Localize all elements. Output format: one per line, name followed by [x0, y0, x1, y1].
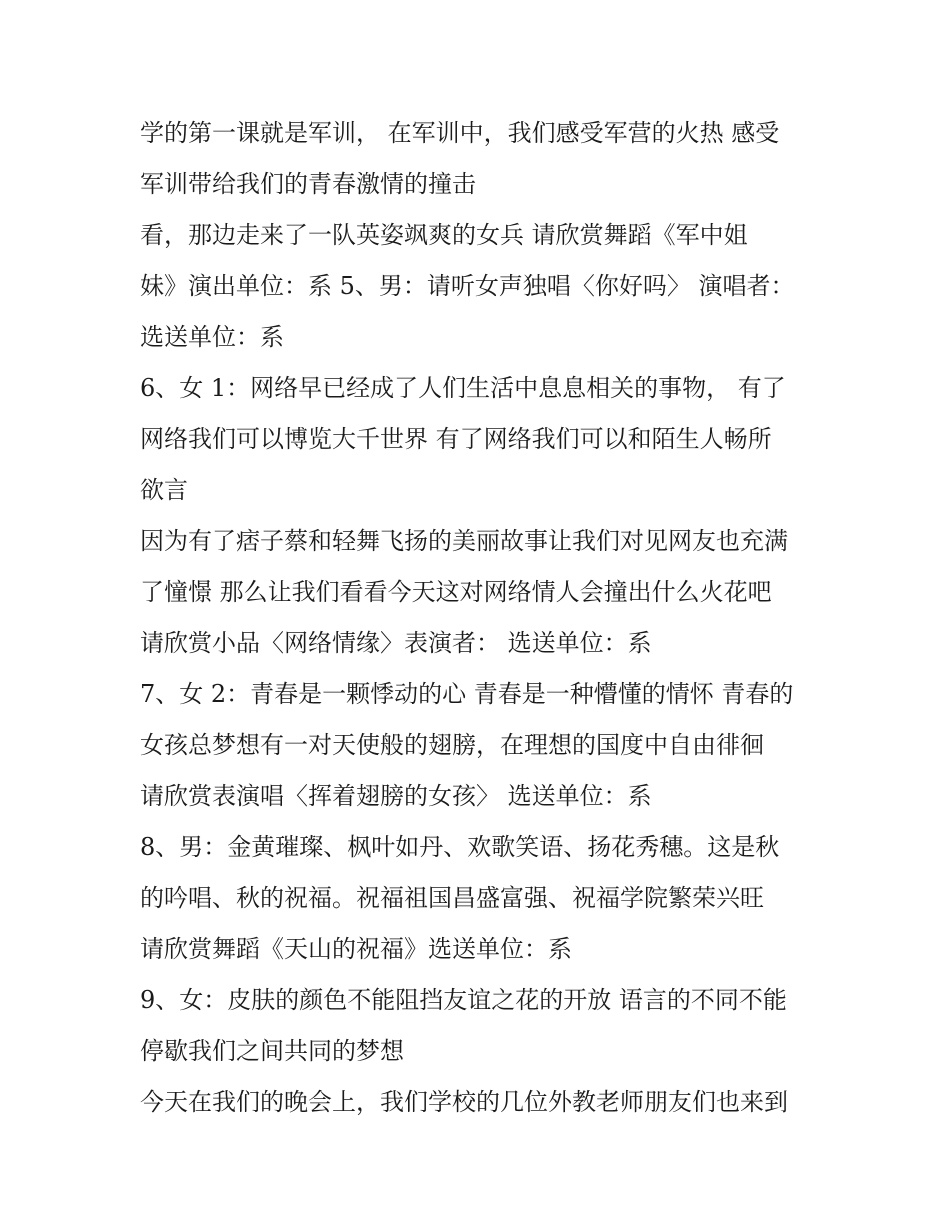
- text-line: 因为有了痞子蔡和轻舞飞扬的美丽故事让我们对见网友也充满: [140, 527, 788, 555]
- text-line: 了憧憬 那么让我们看看今天这对网络情人会撞出什么火花吧: [140, 578, 772, 606]
- text-line: 6、女 1：网络早已经成了人们生活中息息相关的事物， 有了: [140, 374, 786, 402]
- text-line: 8、男：金黄璀璨、枫叶如丹、欢歌笑语、扬花秀穗。这是秋: [140, 833, 780, 861]
- text-line: 军训带给我们的青春激情的撞击: [140, 170, 476, 198]
- text-line: 网络我们可以博览大千世界 有了网络我们可以和陌生人畅所: [140, 425, 772, 453]
- text-line: 看，那边走来了一队英姿飒爽的女兵 请欣赏舞蹈《军中姐: [140, 221, 748, 249]
- text-line: 选送单位：系: [140, 323, 284, 351]
- text-line: 欲言: [140, 476, 188, 504]
- text-line: 7、女 2：青春是一颗悸动的心 青春是一种懵懂的情怀 青春的: [140, 680, 794, 708]
- text-line: 学的第一课就是军训， 在军训中，我们感受军营的火热 感受: [140, 119, 780, 147]
- document-body: [140, 108, 830, 1128]
- text-line: 妹》演出单位：系 5、男：请听女声独唱〈你好吗〉 演唱者：: [140, 272, 795, 300]
- text-line: 请欣赏表演唱〈挥着翅膀的女孩〉 选送单位：系: [140, 782, 652, 810]
- text-line: 停歇我们之间共同的梦想: [140, 1037, 404, 1065]
- text-line: 请欣赏舞蹈《天山的祝福》选送单位：系: [140, 935, 572, 963]
- text-line: 9、女：皮肤的颜色不能阻挡友谊之花的开放 语言的不同不能: [140, 986, 787, 1014]
- text-line: 的吟唱、秋的祝福。祝福祖国昌盛富强、祝福学院繁荣兴旺: [140, 884, 764, 912]
- text-line: 请欣赏小品〈网络情缘〉表演者： 选送单位：系: [140, 629, 652, 657]
- text-line: 女孩总梦想有一对天使般的翅膀，在理想的国度中自由徘徊: [140, 731, 764, 759]
- text-line: 今天在我们的晚会上，我们学校的几位外教老师朋友们也来到: [140, 1088, 788, 1116]
